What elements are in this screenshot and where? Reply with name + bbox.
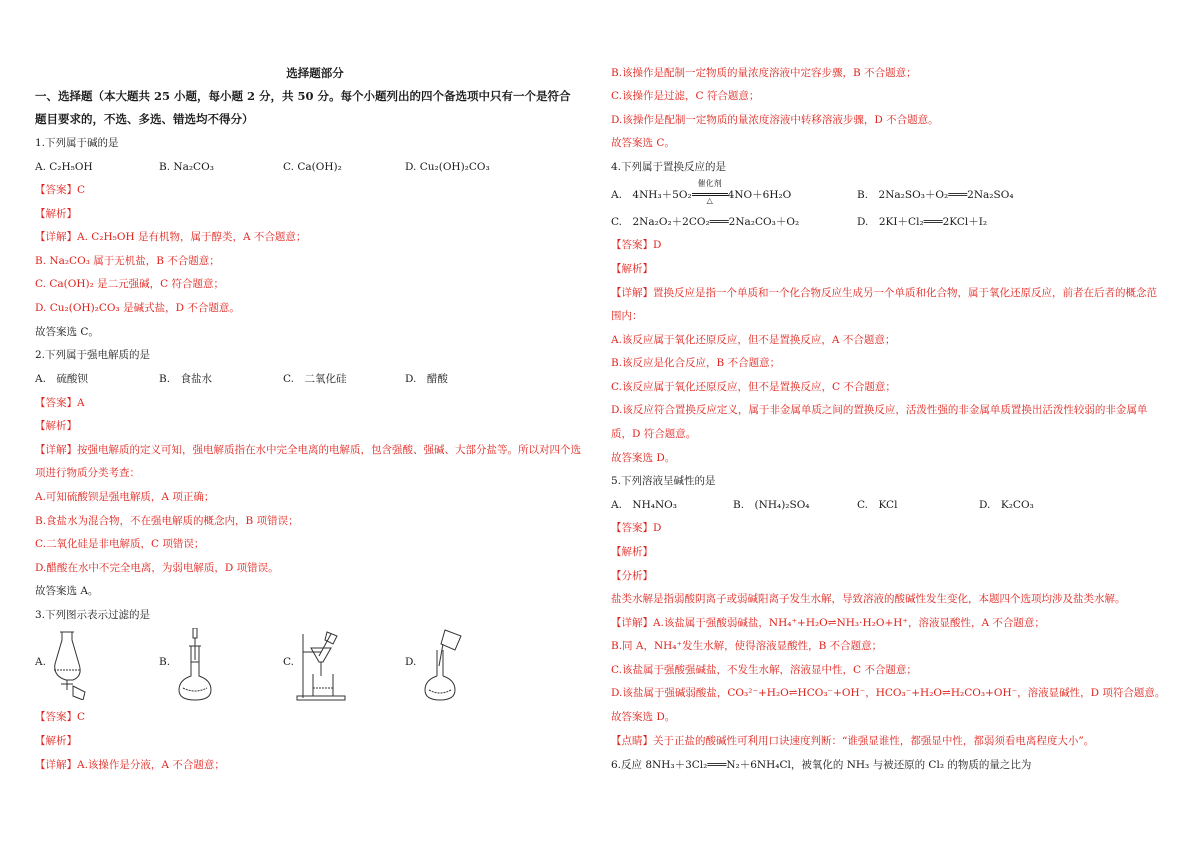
q5-stem: 5.下列溶液呈碱性的是 <box>611 475 716 487</box>
q5-option-d: D. K₂CO₃ <box>979 499 1034 511</box>
q4-stem: 4.下列属于置换反应的是 <box>611 161 727 173</box>
q4-item-d-line-1: D.该反应符合置换反应定义，属于非金属单质之间的置换反应，活泼性强的非金属单质置换出活泼性较弱的非金属单 <box>611 404 1148 416</box>
q4-detail-line-2: 围内： <box>611 310 643 322</box>
q4-options-ab <box>611 179 1183 206</box>
q2-stem: 2.下列属于强电解质的是 <box>35 349 151 361</box>
q4-item-c: C.该反应属于氧化还原反应，但不是置换反应，C 不合题意； <box>611 381 896 393</box>
q1-analysis-label: 【解析】 <box>35 208 77 220</box>
q1-conclusion: 故答案选 C。 <box>35 326 99 338</box>
q2-option-d: D. 醋酸 <box>405 373 448 385</box>
q1-stem: 1.下列属于碱的是 <box>35 137 119 149</box>
q3-figure-row <box>35 628 595 704</box>
q5-answer: 【答案】D <box>611 522 662 534</box>
q5-item-c: C.该盐属于强酸强碱盐，不发生水解，溶液显中性，C 不合题意； <box>611 664 917 676</box>
q1-option-d: D. Cu₂(OH)₂CO₃ <box>405 161 490 173</box>
catalyst-arrow <box>692 179 728 205</box>
q4-option-b: B. 2Na₂SO₃＋O₂═══2Na₂SO₄ <box>857 189 1014 201</box>
q1-detail-d: D. Cu₂(OH)₂CO₃ 是碱式盐，D 不合题意。 <box>35 302 240 314</box>
q3-figure-label-c: C. <box>283 656 294 668</box>
q4-item-d-line-2: 质，D 符合题意。 <box>611 428 697 440</box>
q1-answer: 【答案】C <box>35 184 86 196</box>
q5-tip: 【点睛】关于正盐的酸碱性可利用口诀速度判断：“谁强显谁性，都强显中性，都弱须看电离程度大小”。 <box>611 735 1095 747</box>
q3-figure-label-b: B. <box>159 656 171 668</box>
pouring-into-flask-icon <box>417 628 467 702</box>
q2-option-c: C. 二氧化硅 <box>283 373 347 385</box>
q5-option-b: B. (NH₄)₂SO₄ <box>733 499 810 511</box>
q5-option-a: A. NH₄NO₃ <box>611 499 677 511</box>
q1-option-b: B. Na₂CO₃ <box>159 161 214 173</box>
q5-option-c: C. KCl <box>857 499 898 511</box>
q4-option-a-products: 4NO＋6H₂O <box>727 189 792 201</box>
q1-detail-b: B. Na₂CO₃ 属于无机盐，B 不合题意； <box>35 255 220 267</box>
q6-stem: 6.反应 8NH₃＋3Cl₂═══N₂＋6NH₄Cl，被氧化的 NH₃ 与被还原的 Cl₂ 的物质的量之比为 <box>611 759 1032 771</box>
q4-option-c: C. 2Na₂O₂＋2CO₂═══2Na₂CO₃＋O₂ <box>611 216 800 228</box>
q2-detail-line-1: 【详解】按强电解质的定义可知，强电解质指在水中完全电离的电解质，包含强酸、强碱、大部分盐等。所以对四个选 <box>35 444 581 456</box>
q3-figure-label-a: A. <box>35 656 46 668</box>
q2-answer: 【答案】A <box>35 397 85 409</box>
section-heading-line-1: 一、选择题（本大题共 25 小题，每小题 2 分，共 50 分。每个小题列出的四个备选项中只有一个是符合 <box>35 89 571 103</box>
section-heading-line-2: 题目要求的，不选、多选、错选均不得分） <box>35 112 254 126</box>
q4-detail-line-1: 【详解】置换反应是指一个单质和一个化合物反应生成另一个单质和化合物，属于氧化还原反应，前者在后者的概念范 <box>611 287 1157 299</box>
q3-detail-b: B.该操作是配制一定物质的量浓度溶液中定容步骤，B 不合题意； <box>611 67 917 79</box>
q4-item-b: B.该反应是化合反应，B 不合题意； <box>611 357 781 369</box>
q2-item-c: C.二氧化硅是非电解质，C 项错误； <box>35 538 205 550</box>
q3-detail-d: D.该操作是配制一定物质的量浓度溶液中转移溶液步骤，D 不合题意。 <box>611 114 939 126</box>
q2-item-d: D.醋酸在水中不完全电离，为弱电解质，D 项错误。 <box>35 562 279 574</box>
q4-option-a-reactants: A. 4NH₃＋5O₂ <box>611 189 692 201</box>
section-title: 选择题部分 <box>286 66 344 80</box>
q2-detail-line-2: 项进行物质分类考查： <box>35 467 140 479</box>
filtration-setup-icon <box>293 630 349 702</box>
q4-conclusion: 故答案选 D。 <box>611 452 676 464</box>
q3-detail-a: 【详解】A.该操作是分液，A 不合题意； <box>35 759 225 771</box>
q3-analysis-label: 【解析】 <box>35 735 77 747</box>
q5-conclusion: 故答案选 D。 <box>611 711 676 723</box>
q5-item-a: 【详解】A.该盐属于强酸弱碱盐，NH₄⁺+H₂O⇌NH₃·H₂O+H⁺，溶液显酸性，A 不合题意； <box>611 617 1045 629</box>
q4-option-d: D. 2KI＋Cl₂═══2KCl＋I₂ <box>857 216 988 228</box>
q5-item-d: D.该盐属于强碱弱酸盐，CO₃²⁻+H₂O⇌HCO₃⁻+OH⁻，HCO₃⁻+H₂O⇌H₂CO₃+OH⁻，溶液显碱性，D 项符合题意。 <box>611 687 1166 699</box>
q2-conclusion: 故答案选 A。 <box>35 585 99 597</box>
q4-answer: 【答案】D <box>611 239 662 251</box>
q2-option-a: A. 硫酸钡 <box>35 373 88 385</box>
q3-answer: 【答案】C <box>35 711 86 723</box>
heat-label: △ <box>706 196 713 205</box>
q1-option-c: C. Ca(OH)₂ <box>283 161 342 173</box>
q4-item-a: A.该反应属于氧化还原反应，但不是置换反应，A 不合题意； <box>611 334 896 346</box>
q3-stem: 3.下列图示表示过滤的是 <box>35 609 151 621</box>
q3-figure-label-d: D. <box>405 656 417 668</box>
q2-analysis-label: 【解析】 <box>35 420 77 432</box>
q4-analysis-label: 【解析】 <box>611 263 653 275</box>
q3-detail-c: C.该操作是过滤，C 符合题意； <box>611 90 760 102</box>
separatory-funnel-icon <box>49 628 93 700</box>
q5-fenxi-label: 【分析】 <box>611 570 653 582</box>
volumetric-flask-dropper-icon <box>173 628 217 702</box>
q4-option-a <box>611 179 792 205</box>
q5-analysis-label: 【解析】 <box>611 546 653 558</box>
q1-detail-a: 【详解】A. C₂H₅OH 是有机物，属于醇类，A 不合题意； <box>35 231 307 243</box>
q1-option-a: A. C₂H₅OH <box>35 161 93 173</box>
q2-item-b: B.食盐水为混合物，不在强电解质的概念内，B 项错误； <box>35 515 299 527</box>
q2-item-a: A.可知硫酸钡是强电解质，A 项正确； <box>35 491 215 503</box>
q2-option-b: B. 食盐水 <box>159 373 213 385</box>
q1-detail-c: C. Ca(OH)₂ 是二元强碱，C 符合题意； <box>35 278 225 290</box>
catalyst-label: 催化剂 <box>697 179 722 188</box>
q5-item-b: B.同 A，NH₄⁺发生水解，使得溶液显酸性，B 不合题意； <box>611 640 883 652</box>
q5-fenxi-text: 盐类水解是指弱酸阴离子或弱碱阳离子发生水解，导致溶液的酸碱性发生变化，本题四个选项均涉及盐类水解。 <box>611 593 1126 605</box>
q3-conclusion: 故答案选 C。 <box>611 137 675 149</box>
